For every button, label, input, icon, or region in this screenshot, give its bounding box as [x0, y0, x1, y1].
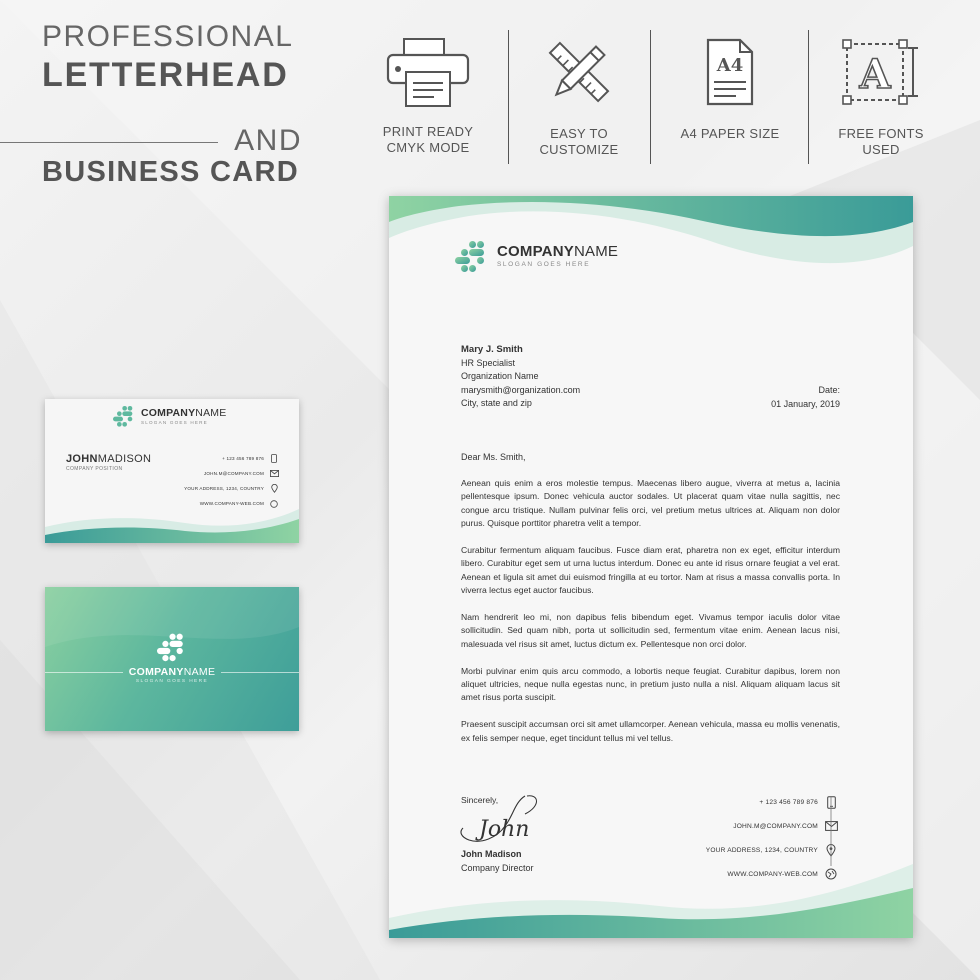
- font-icon-text: A: [859, 51, 891, 98]
- business-card-front: [45, 399, 299, 543]
- feature-label-line1: A4 PAPER SIZE: [680, 126, 780, 141]
- contact-web: [200, 496, 279, 511]
- contact-phone: [222, 451, 279, 466]
- a4-paper-icon: [700, 36, 760, 108]
- company-slogan: SLOGAN GOES HERE: [497, 261, 591, 268]
- sender-block: [461, 343, 580, 411]
- contact-phone-text: + 123 456 789 876: [759, 798, 818, 806]
- company-name: COMPANYNAME: [497, 243, 619, 260]
- company-logo-icon: [455, 240, 491, 272]
- heading-line-2: LETTERHEAD: [42, 56, 289, 94]
- feature-label-line2: CMYK MODE: [386, 140, 470, 155]
- company-slogan: SLOGAN GOES HERE: [141, 419, 208, 425]
- a4-icon-text: A4: [716, 55, 744, 76]
- contact-address-text: YOUR ADDRESS, 1234, COUNTRY: [705, 846, 818, 854]
- heading-rule: [0, 142, 218, 143]
- body-paragraph: Curabitur fermentum aliquam faucibus. Fusce diam erat, pharetra non ex eget, efficitur interdum libero. Curabitur eget sem ut urna luctus interdum. Donec eu ante id risus ornare feugiat a vel erat. Aenean et ligula sit amet dui euismod fringilla at eu tortor. Nam at risus a massa convallis porta. In viverra lectus eget auctor faucibus.: [461, 545, 840, 596]
- greeting: Dear Ms. Smith,: [461, 452, 526, 462]
- letterhead-logo: [455, 240, 618, 272]
- signer-title: Company Director: [461, 862, 534, 873]
- contact-email-text: JOHN.M@COMPANY.COM: [733, 822, 818, 830]
- contact-email-text: JOHN.M@COMPANY.COM: [203, 471, 264, 476]
- feature-label-line1: EASY TO: [550, 126, 608, 141]
- feature-free-fonts: [826, 36, 936, 158]
- sender-name: Mary J. Smith: [461, 344, 523, 355]
- contact-phone-text: + 123 456 789 876: [222, 456, 264, 461]
- card-logo: [113, 405, 226, 427]
- company-logo-icon: [113, 405, 137, 427]
- contact-email: [204, 466, 279, 481]
- body-paragraph: Nam hendrerit leo mi, non dapibus felis bibendum eget. Vivamus tempor iaculis dolor vitae sollicitudin. Sed quam nibh, porta ut sollicitudin sed, fermentum vitae enim. Aenean lacus nisi, malesuada vel risus sit amet, luctus dictum ex. Pellentesque non orci dolor.: [461, 612, 840, 649]
- sender-email: marysmith@organization.com: [461, 384, 581, 395]
- heading-line-1: PROFESSIONAL: [42, 20, 294, 53]
- signature: [455, 792, 545, 850]
- location-pin-icon: [269, 484, 279, 494]
- heading-line-4: BUSINESS CARD: [42, 156, 299, 188]
- feature-divider: [650, 30, 651, 164]
- date-block: [771, 384, 840, 411]
- envelope-icon: [269, 469, 279, 479]
- business-card-back: [45, 587, 299, 731]
- feature-easy-customize: [524, 36, 634, 158]
- contact-web-text: WWW.COMPANY-WEB.COM: [199, 501, 264, 506]
- sender-organization: Organization Name: [461, 371, 539, 381]
- globe-icon: [824, 867, 838, 881]
- company-name: COMPANYNAME: [128, 666, 216, 678]
- body-paragraph: Praesent suscipit accumsan orci sit amet ullamcorper. Aenean vehicula, massa eu mollis venenatis, ex felis semper neque, eget tincidunt tellus mi vel tellus.: [461, 719, 840, 743]
- contact-phone: [759, 790, 838, 814]
- signature-text: John: [479, 817, 530, 842]
- letterhead: [389, 196, 913, 938]
- closing: Sincerely,: [461, 795, 499, 805]
- printer-icon: [382, 36, 474, 108]
- contact-web: [727, 862, 838, 886]
- heading-line-3: AND: [234, 124, 302, 157]
- letter-body: [461, 477, 840, 758]
- company-slogan: SLOGAN GOES HERE: [135, 679, 209, 684]
- feature-label-line2: CUSTOMIZE: [539, 142, 619, 157]
- sender-title: HR Specialist: [461, 357, 516, 368]
- company-name: COMPANYNAME: [141, 406, 227, 419]
- globe-icon: [269, 499, 279, 509]
- signer-name: John Madison: [461, 849, 522, 859]
- feature-a4-paper: [675, 36, 785, 142]
- contact-email: [733, 814, 838, 838]
- pencil-ruler-icon: [543, 36, 615, 108]
- contact-connector: [830, 796, 832, 866]
- company-logo-icon: [157, 632, 189, 662]
- contact-web-text: WWW.COMPANY-WEB.COM: [727, 870, 818, 878]
- contact-address: [706, 838, 838, 862]
- contact-address: [184, 481, 279, 496]
- body-paragraph: Morbi pulvinar enim quis arcu commodo, a lobortis neque feugiat. Curabitur dapibus, lorem non aliquet ultricies, neque nulla egestas nunc, in pretium justo nulla a nisl. Aliquam aliquam lacus sit amet risus porta suscipit.: [461, 665, 840, 703]
- date-value: 01 January, 2019: [771, 398, 840, 409]
- feature-label-line1: FREE FONTS: [838, 126, 924, 141]
- date-label: Date:: [818, 385, 840, 395]
- person-name: JOHNMADISON: [66, 453, 152, 465]
- feature-divider: [808, 30, 809, 164]
- signer-block: [461, 848, 534, 875]
- feature-label-line2: USED: [862, 142, 900, 157]
- letterhead-contact: [706, 790, 838, 886]
- body-paragraph: Aenean quis enim a eros molestie tempus. Maecenas libero augue, viverra at metus a, lacinia pellentesque ipsum. Donec vehicula auctor sodales. Ut placerat quam vitae nulla sagittis, nec congue arcu tristique. Nullam pulvinar felis orci, vel pretium metus ultrices at. Aliquam non dolor purus. Quisque porttitor pharetra velit a tempor.: [461, 478, 840, 529]
- font-icon: [841, 36, 921, 108]
- feature-divider: [508, 30, 509, 164]
- phone-icon: [269, 454, 279, 464]
- contact-address-text: YOUR ADDRESS, 1234, COUNTRY: [184, 486, 264, 491]
- feature-print-ready: [373, 36, 483, 156]
- card-contact: [184, 451, 279, 511]
- feature-label-line1: PRINT READY: [382, 124, 474, 139]
- person-position: COMPANY POSITION: [66, 466, 123, 472]
- heading-and-row: [0, 124, 302, 160]
- heading-block: [42, 20, 312, 188]
- sender-location: City, state and zip: [461, 398, 532, 408]
